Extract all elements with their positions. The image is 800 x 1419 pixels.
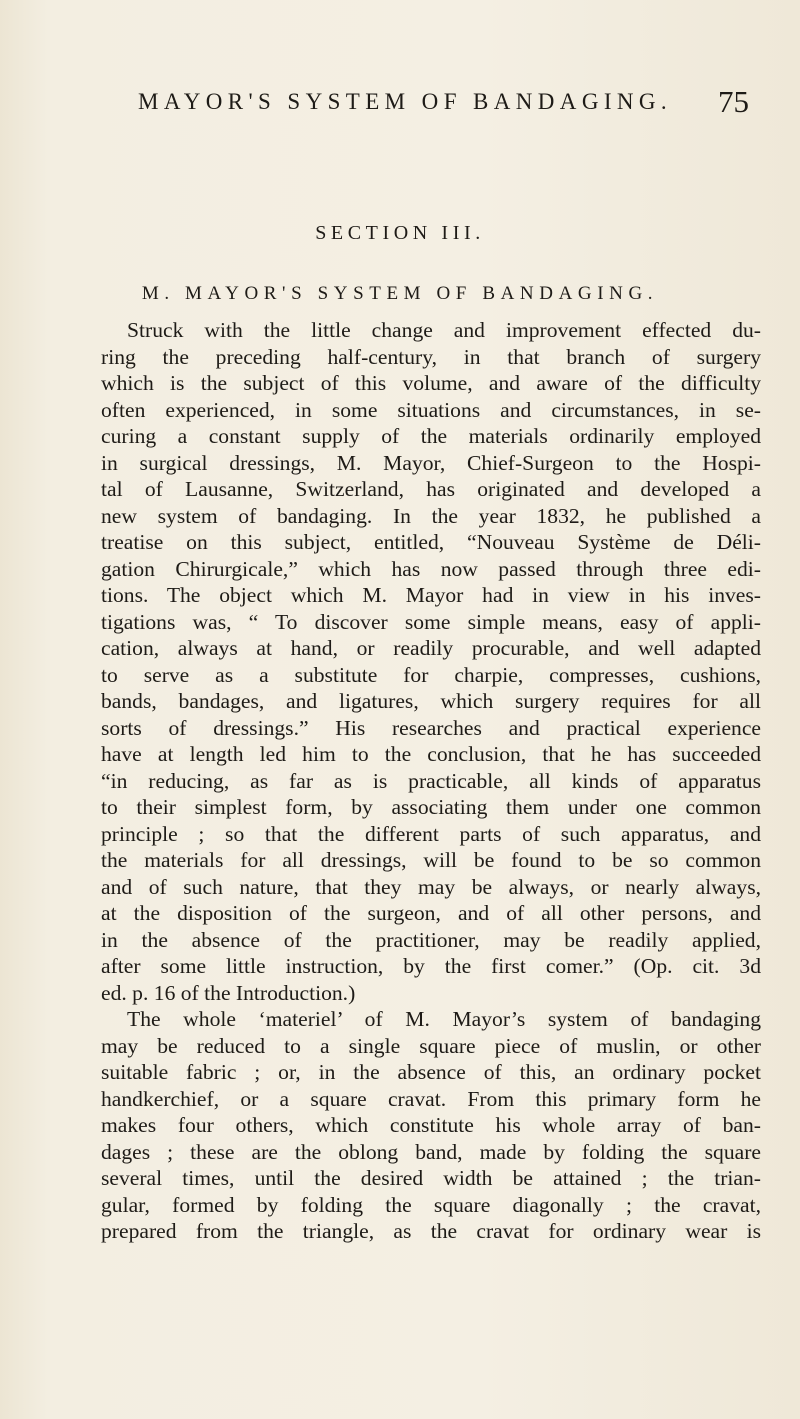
body-line: several times, until the desired width be attained ; the trian- bbox=[101, 1166, 761, 1190]
body-line: ring the preceding half-century, in that branch of surgery bbox=[101, 344, 761, 369]
section-heading: SECTION III. bbox=[315, 222, 485, 244]
body-line: The whole ‘materiel’ of M. Mayor’s system of bandaging bbox=[127, 1007, 761, 1031]
body-line: after some little instruction, by the first comer.” (Op. cit. 3d bbox=[101, 954, 761, 978]
page-number: 75 bbox=[718, 84, 749, 119]
body-line: to serve as a substitute for charpie, compresses, cushions, bbox=[101, 662, 761, 687]
body-line: cation, always at hand, or readily procurable, and well adapted bbox=[101, 636, 761, 660]
body-line: the materials for all dressings, will be found to be so common bbox=[101, 848, 761, 872]
running-head bbox=[0, 84, 800, 123]
body-line: may be reduced to a single square piece of muslin, or other bbox=[101, 1033, 761, 1058]
body-line: tal of Lausanne, Switzerland, has originated and developed a bbox=[101, 477, 761, 501]
body-line: suitable fabric ; or, in the absence of this, an ordinary pocket bbox=[101, 1060, 761, 1084]
body-line: curing a constant supply of the materials ordinarily employed bbox=[101, 424, 761, 448]
body-line: “in reducing, as far as is practicable, all kinds of apparatus bbox=[101, 768, 761, 793]
body-line: tigations was, “ To discover some simple means, easy of appli- bbox=[101, 609, 761, 634]
body-line: makes four others, which constitute his whole array of ban- bbox=[101, 1113, 761, 1137]
body-line: new system of bandaging. In the year 1832, he published a bbox=[101, 503, 761, 528]
body-line: ed. p. 16 of the Introduction.) bbox=[101, 980, 356, 1005]
body-line: and of such nature, that they may be always, or nearly always, bbox=[101, 874, 761, 899]
body-line: prepared from the triangle, as the cravat for ordinary wear is bbox=[101, 1219, 761, 1243]
body-line: gation Chirurgicale,” which has now passed through three edi- bbox=[101, 556, 761, 581]
body-line: sorts of dressings.” His researches and practical experience bbox=[101, 715, 761, 740]
body-line: to their simplest form, by associating them under one common bbox=[101, 795, 761, 819]
body-line: which is the subject of this volume, and aware of the difficulty bbox=[101, 371, 761, 395]
body-line: Struck with the little change and improvement effected du- bbox=[127, 318, 761, 342]
running-title: MAYOR'S SYSTEM OF BANDAGING. bbox=[138, 89, 673, 114]
body-line: gular, formed by folding the square diagonally ; the cravat, bbox=[101, 1192, 761, 1217]
body-line: treatise on this subject, entitled, “Nouveau Système de Déli- bbox=[101, 530, 761, 554]
body-line: at the disposition of the surgeon, and of all other persons, and bbox=[101, 901, 761, 925]
body-line: principle ; so that the different parts of such apparatus, and bbox=[101, 821, 761, 846]
body-line: dages ; these are the oblong band, made by folding the square bbox=[101, 1139, 761, 1164]
body-line: often experienced, in some situations and circumstances, in se- bbox=[101, 397, 761, 422]
section-subheading: M. MAYOR'S SYSTEM OF BANDAGING. bbox=[141, 283, 659, 304]
body-text bbox=[101, 317, 761, 1245]
body-line: tions. The object which M. Mayor had in view in his inves- bbox=[101, 583, 761, 607]
body-line: bands, bandages, and ligatures, which surgery requires for all bbox=[101, 689, 761, 713]
body-line: in the absence of the practitioner, may be readily applied, bbox=[101, 927, 761, 952]
body-line: handkerchief, or a square cravat. From this primary form he bbox=[101, 1086, 761, 1111]
body-line: in surgical dressings, M. Mayor, Chief-Surgeon to the Hospi- bbox=[101, 450, 761, 475]
body-line: have at length led him to the conclusion, that he has succeeded bbox=[101, 742, 761, 766]
